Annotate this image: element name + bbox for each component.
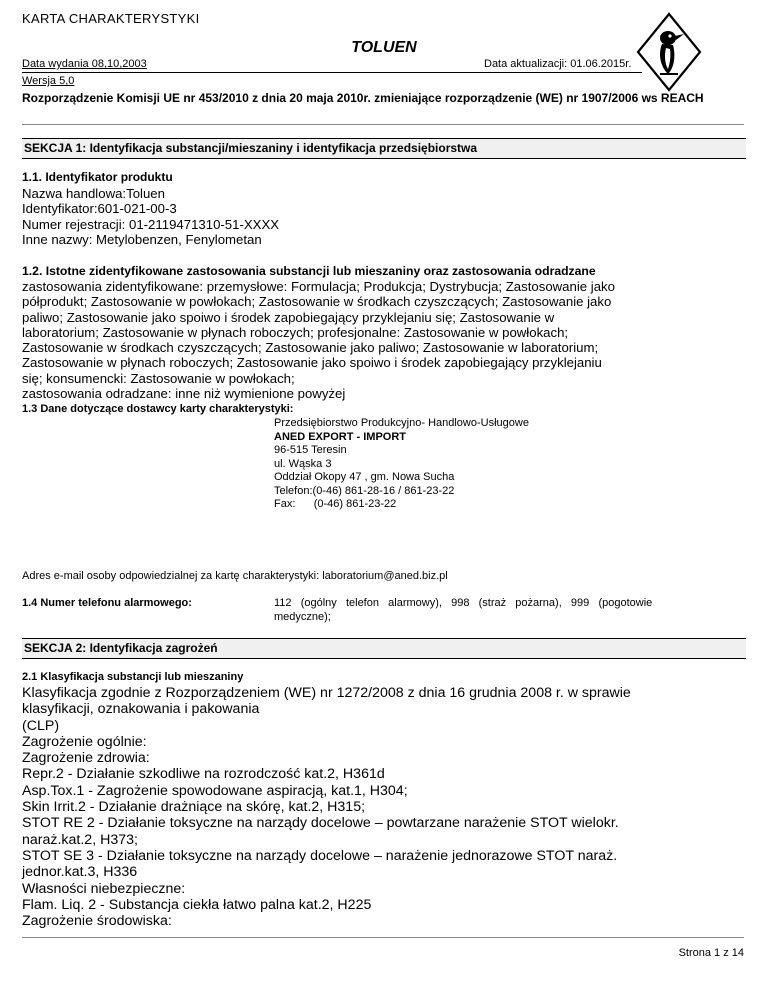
section-2-header: SEKCJA 2: Identyfikacja zagrożeń xyxy=(22,638,746,659)
s12-line: paliwo; Zastosowanie jako spoiwo i środek zapobiegający przyklejaniu się; Zastosowanie w xyxy=(22,309,555,325)
supplier-line: Fax: (0-46) 861-23-22 xyxy=(274,498,397,510)
s12-heading: 1.2. Istotne zidentyfikowane zastosowania substancji lub mieszaniny oraz zastosowania odradzane xyxy=(22,264,596,278)
supplier-type: Przedsiębiorstwo Produkcyjno- Handlowo-Usługowe xyxy=(274,417,529,429)
s14-line: 112 (ogólny telefon alarmowy), 998 (straż pożarna), 999 (pogotowie xyxy=(274,597,653,609)
footer-rule xyxy=(22,937,744,938)
supplier-line: ul. Wąska 3 xyxy=(274,457,332,470)
s21-heading: 2.1 Klasyfikacja substancji lub mieszaniny xyxy=(22,671,244,683)
product-title: TOLUEN xyxy=(351,39,417,56)
s21-line: Zagrożenie środowiska: xyxy=(22,913,172,930)
s12-line: zastosowania odradzane: inne niż wymienione powyżej xyxy=(22,386,346,402)
s14-line: medyczne); xyxy=(274,611,331,623)
version: Wersja 5,0 xyxy=(22,75,75,87)
supplier-line: Telefon:(0-46) 861-28-16 / 861-23-22 xyxy=(274,484,455,497)
page-number: Strona 1 z 14 xyxy=(678,947,744,959)
s21-line: klasyfikacji, oznakowania i pakowania xyxy=(22,701,260,718)
company-logo xyxy=(636,12,702,92)
s11-block xyxy=(22,186,279,247)
email-line: Adres e-mail osoby odpowiedzialnej za kartę charakterystyki: laboratorium@aned.biz.pl xyxy=(22,570,448,582)
s11-line: Identyfikator:601-021-00-3 xyxy=(22,201,177,217)
s21-line: Flam. Liq. 2 - Substancja ciekła łatwo palna kat.2, H225 xyxy=(22,896,372,913)
s21-line: naraż.kat.2, H373; xyxy=(22,831,138,848)
supplier-name: ANED EXPORT - IMPORT xyxy=(274,430,407,443)
s12-block xyxy=(22,279,615,401)
s11-line: Inne nazwy: Metylobenzen, Fenylometan xyxy=(22,231,262,247)
s12-line: Zastosowanie w płynach roboczych; Zastosowanie jako spoiwo i środek zapobiegający przyklejaniu xyxy=(22,355,602,371)
s12-line: zastosowania zidentyfikowane: przemysłowe: Formulacja; Produkcja; Dystrybucja; Zastosowanie jako xyxy=(22,279,615,294)
s21-line: Zagrożenie ogólnie: xyxy=(22,733,147,750)
supplier-block xyxy=(274,417,529,512)
section-1-header: SEKCJA 1: Identyfikacja substancji/mieszaniny i identyfikacja przedsiębiorstwa xyxy=(22,138,746,159)
s14-heading: 1.4 Numer telefonu alarmowego: xyxy=(22,597,192,609)
s21-line: Klasyfikacja zgodnie z Rozporządzeniem (WE) nr 1272/2008 z dnia 16 grudnia 2008 r. w sprawie xyxy=(22,685,631,701)
s11-heading: 1.1. Identyfikator produktu xyxy=(22,170,173,184)
s21-line: Skin Irrit.2 - Działanie drażniące na skórę, kat.2, H315; xyxy=(22,799,366,816)
s11-line: Numer rejestracji: 01-2119471310-51-XXXX xyxy=(22,216,280,232)
supplier-line: Oddział Okopy 47 , gm. Nowa Sucha xyxy=(274,471,455,483)
s21-line: jednor.kat.3, H336 xyxy=(22,864,138,881)
s12-line: półprodukt; Zastosowanie w powłokach; Zastosowanie w środkach czyszczących; Zastosowanie jako xyxy=(22,294,612,310)
s21-line: STOT RE 2 - Działanie toksyczne na narządy docelowe – powtarzane narażenie STOT wielokr. xyxy=(22,815,619,832)
regulation-note: Rozporządzenie Komisji UE nr 453/2010 z dnia 20 maja 2010r. zmieniające rozporządzenie (WE) nr 1907/2006 ws REACH xyxy=(22,91,704,105)
issue-date: Data wydania 08,10,2003 xyxy=(22,58,147,70)
s21-line: (CLP) xyxy=(22,717,60,734)
header-rule xyxy=(22,72,642,73)
s12-line: laboratorium; Zastosowanie w płynach roboczych; profesjonalne: Zastosowanie w powłokach; xyxy=(22,324,569,340)
document-type-title: KARTA CHARAKTERYSTYKI xyxy=(22,11,200,26)
header-bottom-rule xyxy=(22,124,744,125)
s21-line: Repr.2 - Działanie szkodliwe na rozrodczość kat.2, H361d xyxy=(22,766,385,783)
s12-line: Zastosowanie w środkach czyszczących; Zastosowanie jako paliwo; Zastosowanie w laboratorium; xyxy=(22,340,599,356)
s21-line: Asp.Tox.1 - Zagrożenie spowodowane aspiracją, kat.1, H304; xyxy=(22,782,408,799)
s21-line: STOT SE 3 - Działanie toksyczne na narządy docelowe – narażenie jednorazowe STOT naraż. xyxy=(22,847,618,864)
update-date: Data aktualizacji: 01.06.2015r. xyxy=(484,58,632,70)
s13-heading: 1.3 Dane dotyczące dostawcy karty charakterystyki: xyxy=(22,403,294,415)
s21-line: Zagrożenie zdrowia: xyxy=(22,750,150,767)
s11-line: Nazwa handlowa:Toluen xyxy=(22,186,165,201)
s12-line: się; konsumencki: Zastosowanie w powłokach; xyxy=(22,370,295,386)
supplier-line: 96-515 Teresin xyxy=(274,444,347,456)
s21-block xyxy=(22,685,631,929)
s21-line: Własności niebezpieczne: xyxy=(22,880,186,897)
